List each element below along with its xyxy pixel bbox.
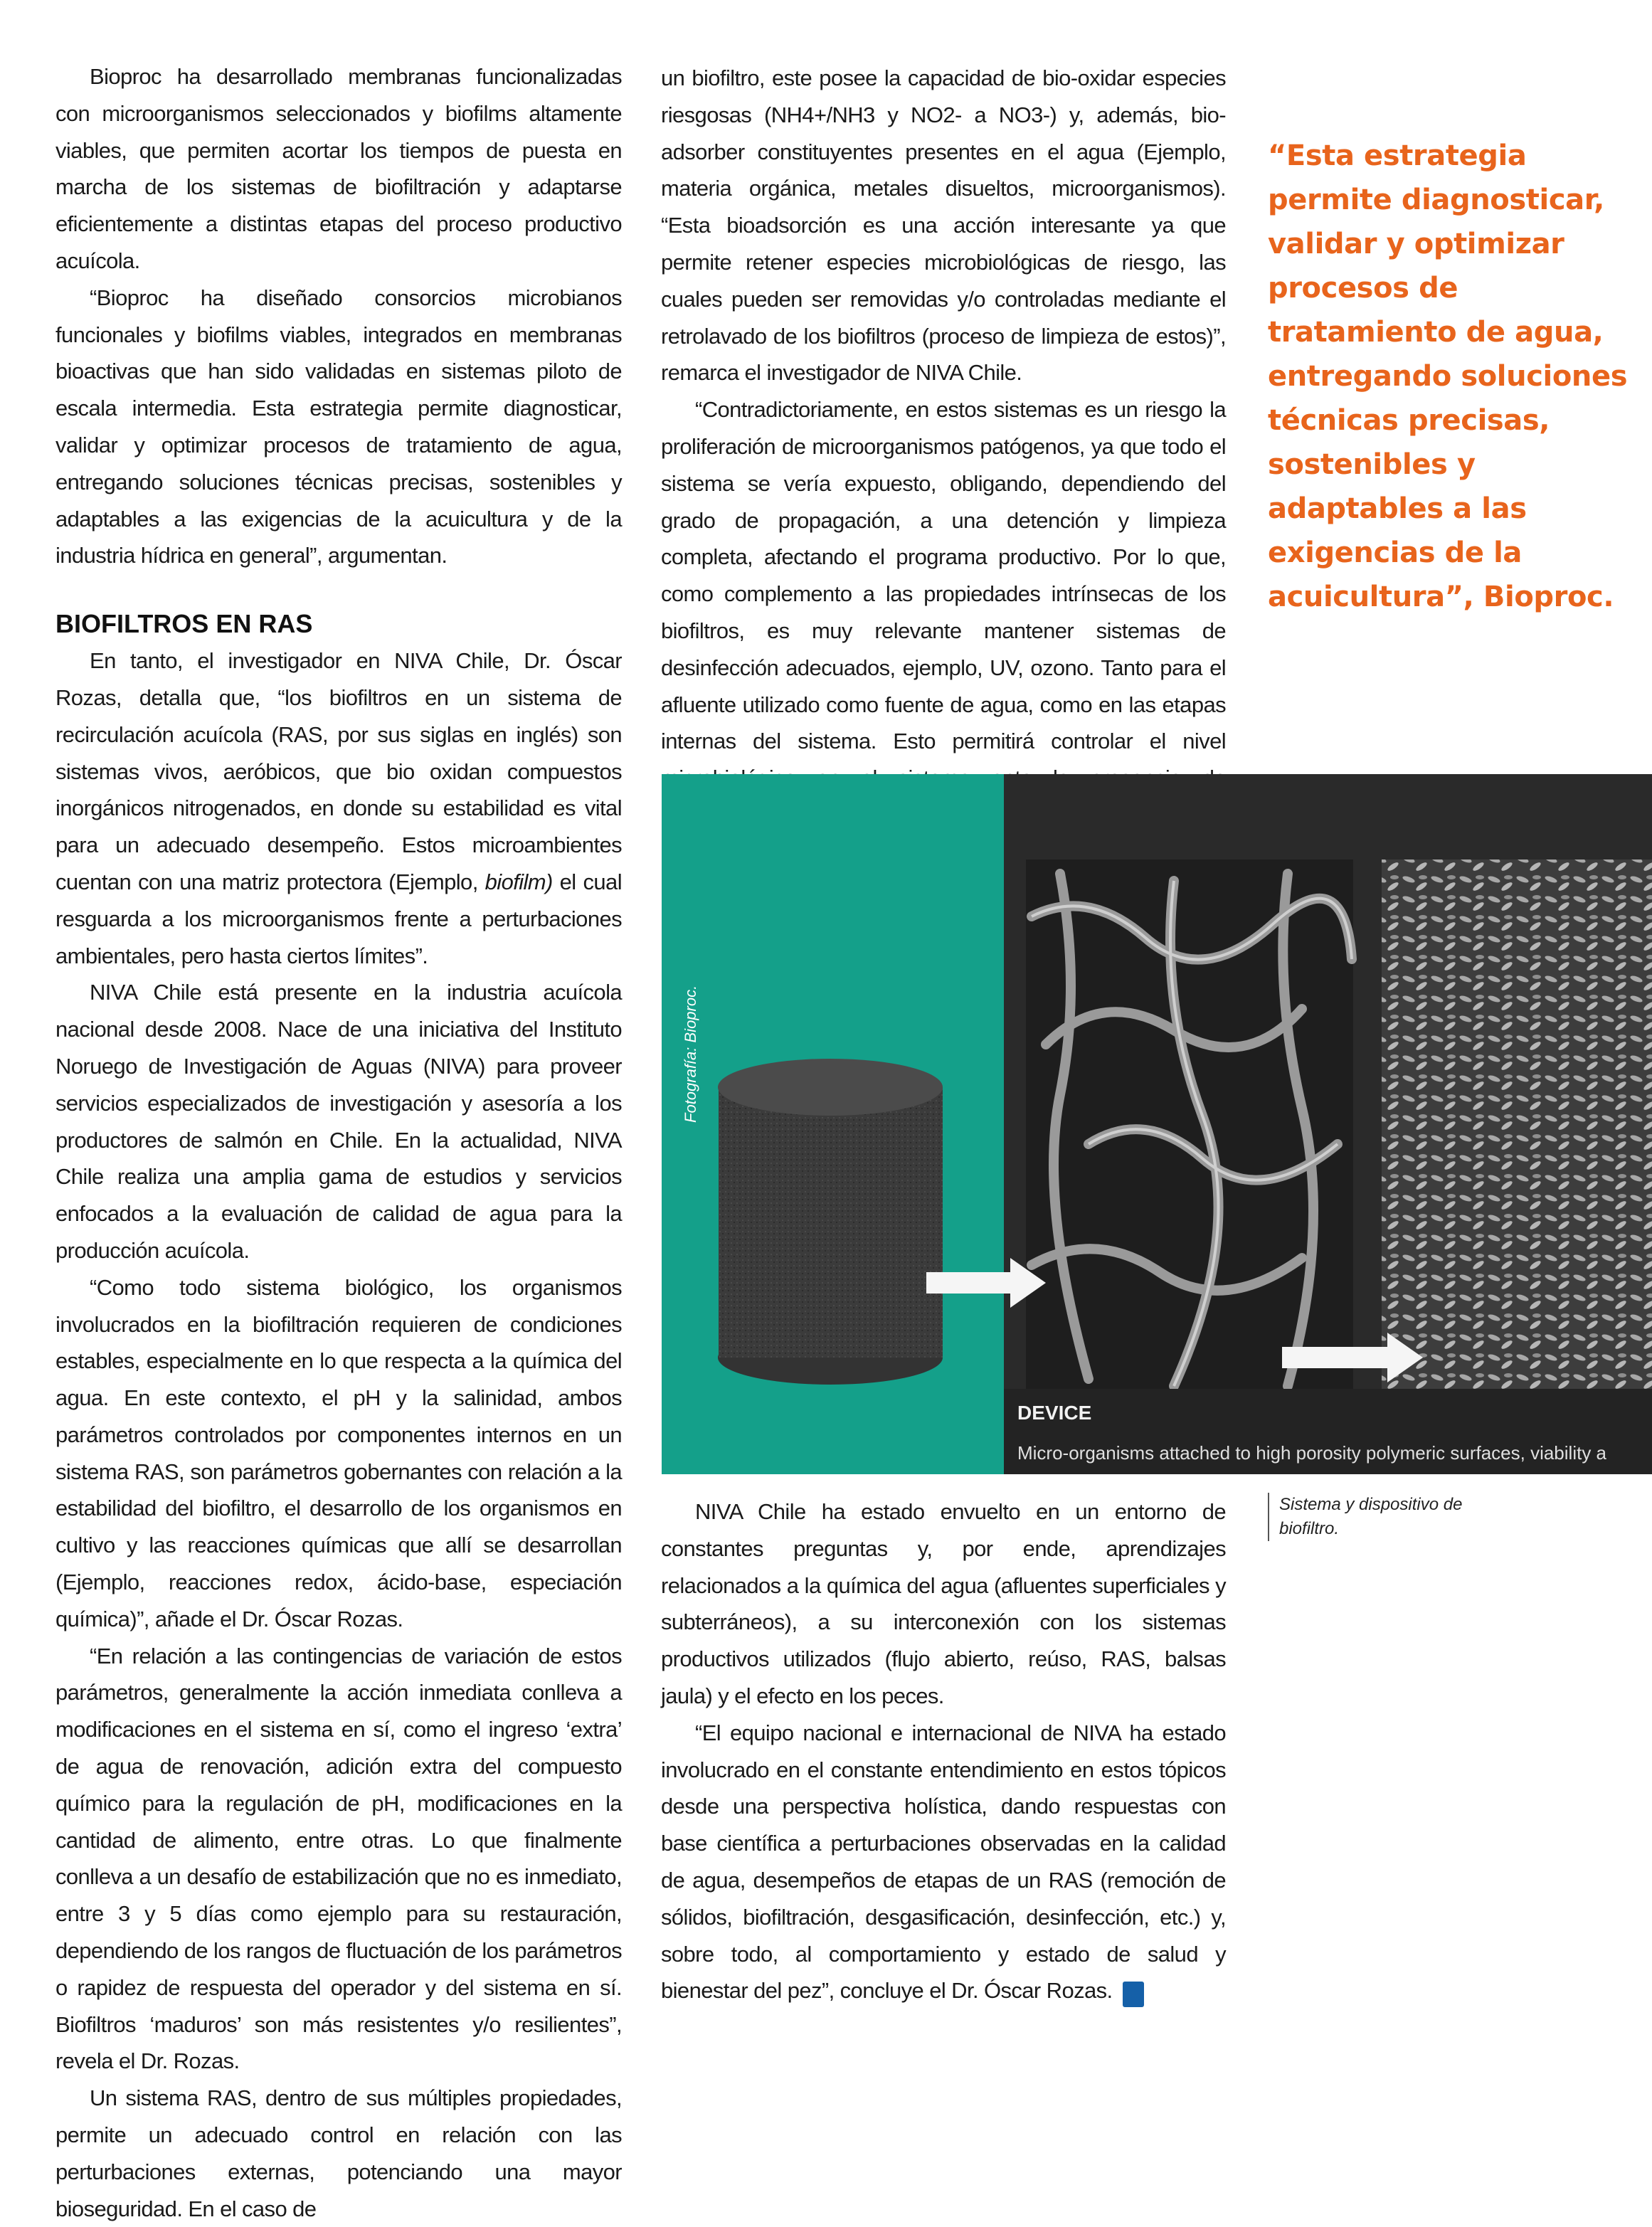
paragraph-text: En tanto, el investigador en NIVA Chile, Dr. Óscar Rozas, detalla que, “los biofiltros en un sistema de recirculación acuícola (RAS, por sus siglas en inglés) son sistemas vivos, aeróbicos, que bio oxidan compuestos inorgánicos nitrogenados, en donde su estabilidad es vital para un adecuado desempeño. Estos microambientes cuentan con una matriz protectora (Ejemplo, <box>55 648 622 894</box>
bacteria-micrograph <box>1382 859 1652 1390</box>
photo-credit: Fotografía: Bioproc. <box>682 985 699 1123</box>
italic-term: biofilm) <box>485 869 553 894</box>
body-paragraph <box>661 1715 1226 2009</box>
body-paragraph <box>55 642 622 974</box>
paragraph-text: el cual resguarda a los microorganismos frente a perturbaciones ambientales, pero hasta ciertos límites”. <box>55 869 622 968</box>
figure-illustration <box>662 774 1652 1474</box>
middle-column-top <box>661 60 1226 834</box>
body-paragraph: “Como todo sistema biológico, los organismos involucrados en la biofiltración requieren de condiciones estables, especialmente en lo que respecta a la química del agua. En este contexto, el pH y la salinidad, ambos parámetros controlados por componentes internos en un sistema RAS, son parámetros gobernantes con relación a la estabilidad del biofiltro, el desarrollo de los organismos en cultivo y las reacciones químicas que allí se desarrollan (Ejemplo, reacciones redox, ácido-base, especiación química)”, añade el Dr. Óscar Rozas. <box>55 1274 622 1631</box>
body-paragraph: NIVA Chile está presente en la industria acuícola nacional desde 2008. Nace de una iniciativa del Instituto Noruego de Investigación de Aguas (NIVA) para proveer servicios especializados de investigación y asesoría a los productores de salmón en Chile. En la actualidad, NIVA Chile realiza una amplia gama de estudios y servicios enfocados a la evaluación de calidad de agua para la producción acuícola. <box>55 980 622 1263</box>
left-column <box>55 58 622 2227</box>
device-sublabel: Micro-organisms attached to high porosity polymeric surfaces, viability a <box>1017 1442 1607 1464</box>
body-paragraph: un biofiltro, este posee la capacidad de bio-oxidar especies riesgosas (NH4+/NH3 y NO2- a NO3-) y, además, bio-adsorber constituyentes presentes en el agua (Ejemplo, materia orgánica, metales disueltos, microorganismos). “Esta bioadsorción es una acción interesante ya que permite retener especies microbiológicas de riesgo, las cuales pueden ser removidas y/o controladas mediante el retrolavado de los biofiltros (proceso de limpieza de estos)”, remarca el investigador de NIVA Chile. <box>661 65 1226 386</box>
biofilter-figure <box>662 774 1652 1474</box>
end-mark-icon: Q <box>1123 1982 1144 2007</box>
paragraph-text: “El equipo nacional e internacional de NIVA ha estado involucrado en el constante entendimiento en estos tópicos desde una perspectiva holística, dando respuestas con base científica a perturbaciones observadas en la calidad de agua, desempeños de etapas de un RAS (remoción de sólidos, biofiltración, desgasificación, desinfección, etc.) y, sobre todo, al comportamiento y estado de salud y bienestar del pez”, concluye el Dr. Óscar Rozas. <box>661 1720 1226 2004</box>
figure-caption: Sistema y dispositivo de biofiltro. <box>1268 1493 1464 1541</box>
body-paragraph: Bioproc ha desarrollado membranas funcionalizadas con microorganismos seleccionados y biofilms altamente viables, que permiten acortar los tiempos de puesta en marcha de los sistemas de biofiltración y adaptarse eficientemente a distintas etapas del proceso productivo acuícola. <box>55 64 622 273</box>
device-label: DEVICE <box>1017 1402 1092 1424</box>
section-heading: BIOFILTROS EN RAS <box>55 609 313 639</box>
body-paragraph: “Bioproc ha diseñado consorcios microbianos funcionales y biofilms viables, integrados en membranas bioactivas que han sido validadas en sistemas piloto de escala intermedia. Esta estrategia permite diagnosticar, validar y optimizar procesos de tratamiento de agua, entregando soluciones técnicas precisas, sostenibles y adaptables a las exigencias de la acuicultura y de la industria hídrica en general”, argumentan. <box>55 285 622 568</box>
body-paragraph: Un sistema RAS, dentro de sus múltiples propiedades, permite un adecuado control en relación con las perturbaciones externas, potenciando una mayor bioseguridad. En el caso de <box>55 2085 622 2221</box>
middle-column-bottom <box>661 1493 1226 2009</box>
body-paragraph: “En relación a las contingencias de variación de estos parámetros, generalmente la acción inmediata conlleva a modificaciones en el sistema en sí, como el ingreso ‘extra’ de agua de renovación, adición extra del compuesto químico para la regulación de pH, modificaciones en la cantidad de alimento, entre otras. Lo que finalmente conlleva a un desafío de estabilización que no es inmediato, entre 3 y 5 días como ejemplo para su restauración, dependiendo de los rangos de fluctuación de los parámetros o rapidez de respuesta del operador y del sistema en sí. Biofiltros ‘maduros’ son más resistentes y/o resilientes”, revela el Dr. Rozas. <box>55 1643 622 2074</box>
pull-quote: “Esta estrategia permite diagnosticar, validar y optimizar procesos de tratamiento de agua, entregando soluciones técnicas precisas, sostenibles y adaptables a las exigencias de la acuicultura”, Bioproc. <box>1268 139 1628 613</box>
body-paragraph: NIVA Chile ha estado envuelto en un entorno de constantes preguntas y, por ende, aprendizajes relacionados a la química del agua (afluentes superficiales y subterráneos), a su interconexión con los sistemas productivos utilizados (flujo abierto, reúso, RAS, balsas jaula) y el efecto en los peces. <box>661 1499 1226 1708</box>
body-paragraph: “Contradictoriamente, en estos sistemas es un riesgo la proliferación de microorganismos patógenos, ya que todo el sistema se vería expuesto, obligando, dependiendo del grado de propagación, a una detención y limpieza completa, afectando el programa productivo. Por lo que, como complemento a las propiedades intrínsecas de los biofiltros, es muy relevante mantener sistemas de desinfección adecuados, ejemplo, UV, ozono. Tanto para el afluente utilizado como fuente de agua, como en las etapas internas del sistema. Esto permitirá controlar el nivel <box>661 397 1226 754</box>
porous-foam-micrograph <box>1026 859 1353 1390</box>
biofilter-cylinder <box>718 1059 943 1385</box>
